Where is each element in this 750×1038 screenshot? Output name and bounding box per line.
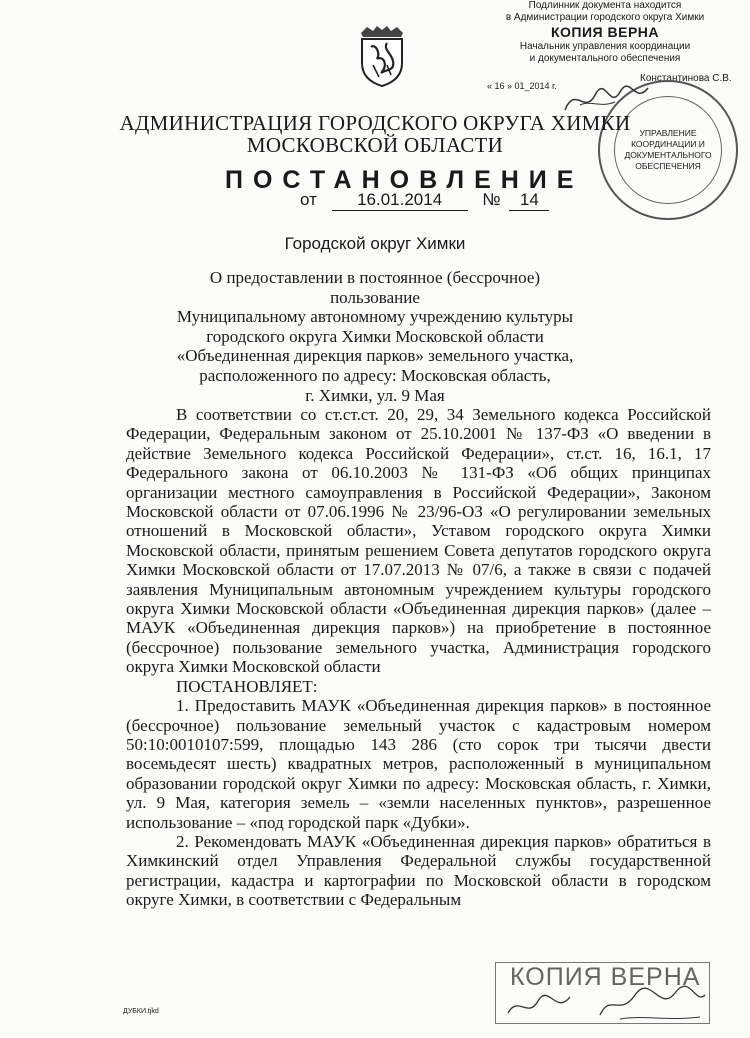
clause-2: 2. Рекомендовать МАУК «Объединенная дирекция парков» обратиться в Химкинский отдел Управления Федеральной службы государственной регистрации, кадастра и картографии по Московской области в городском округе Химки, в соответствии с Федеральным xyxy=(126,831,711,910)
date-prefix: от xyxy=(300,190,317,209)
seal-line-4: ОБЕСПЕЧЕНИЯ xyxy=(635,161,701,171)
issuer-title xyxy=(0,112,750,156)
subject-line-1: О предоставлении в постоянное (бессрочное) пользование xyxy=(209,268,541,307)
signature-icon xyxy=(500,975,710,1025)
subject-line-3: городского округа Химки Московской области xyxy=(206,326,544,346)
certification-date: « 16 » 01_2014 г. xyxy=(487,81,557,91)
seal-line-1: УПРАВЛЕНИЕ xyxy=(639,128,697,138)
document-body xyxy=(126,405,711,910)
issuer-title-line-2: МОСКОВСКОЙ ОБЛАСТИ xyxy=(246,133,504,157)
issue-place: Городской округ Химки xyxy=(284,234,466,253)
coat-of-arms-icon xyxy=(357,25,407,87)
subject-line-6: г. Химки, ул. 9 Мая xyxy=(305,385,445,405)
document-subject xyxy=(165,268,585,405)
number-prefix: № xyxy=(482,190,501,209)
copy-true-label: КОПИЯ ВЕРНА xyxy=(550,24,660,40)
certification-stamp xyxy=(470,0,740,65)
document-date: 16.01.2014 xyxy=(332,190,468,211)
seal-line-3: ДОКУМЕНТАЛЬНОГО xyxy=(624,150,712,160)
certification-line-4: и документального обеспечения xyxy=(529,53,681,64)
document-date-line xyxy=(300,190,549,211)
certification-line-1: Подлинник документа находится xyxy=(528,0,682,11)
subject-line-5: расположенного по адресу: Московская область, xyxy=(199,365,551,385)
certification-line-2: в Администрации городского округа Химки xyxy=(505,12,705,23)
clause-1: 1. Предоставить МАУК «Объединенная дирекция парков» в постоянное (бессрочное) пользование земельный участок с кадастровым номером 50:10:0010107:599, площадью 143 286 (сто сорок три тысячи двести восемьдесят шесть) квадратных метров, расположенный в муниципальном образовании городской округ Химки по адресу: Московская область, г. Химки, ул. 9 Мая, категория земель – «земли населенных пунктов», разрешенное использование – «под городской парк «Дубки». xyxy=(126,696,711,832)
certification-name: Константинова С.В. xyxy=(640,73,732,84)
file-tag: ДУБКИ.tjkd xyxy=(123,1008,159,1015)
issuer-title-line-1: АДМИНИСТРАЦИЯ ГОРОДСКОГО ОКРУГА ХИМКИ xyxy=(119,111,631,135)
document-type: ПОСТАНОВЛЕНИЕ xyxy=(225,166,584,194)
subject-line-2: Муниципальному автономному учреждению культуры xyxy=(176,307,574,327)
copy-true-stamp-label: КОПИЯ ВЕРНА xyxy=(510,963,701,991)
subject-line-4: «Объединенная дирекция парков» земельного участка, xyxy=(176,346,574,366)
preamble-paragraph: В соответствии со ст.ст.ст. 20, 29, 34 Земельного кодекса Российской Федерации, Федеральным законом от 25.10.2001 № 137-ФЗ «О введении в действие Земельного кодекса Российской Федерации», ст.ст. 16, 16.1, 17 Федерального закона от 06.10.2003 № 131-ФЗ «Об общих принципах организации местного самоуправления в Российской Федерации», Законом Московской области от 07.06.1996 № 23/96-ОЗ «О регулировании земельных отношений в Московской области», Уставом городского округа Химки Московской области, принятым решением Совета депутатов городского округа Химки Московской области от 17.07.2013 № 07/6, а также в связи с подачей заявления Муниципальным автономным учреждением культуры городского округа Химки Московской области «Объединенная дирекция парков» (далее – МАУК «Объединенная дирекция парков») на приобретение в постоянное (бессрочное) пользование земельного участка, Администрация городского округа Химки Московской области xyxy=(126,405,711,677)
document-number: 14 xyxy=(509,190,549,211)
decree-heading: ПОСТАНОВЛЯЕТ: xyxy=(176,676,318,696)
seal-line-2: КООРДИНАЦИИ И xyxy=(631,139,705,149)
certification-line-3: Начальник управления координации xyxy=(519,41,691,52)
